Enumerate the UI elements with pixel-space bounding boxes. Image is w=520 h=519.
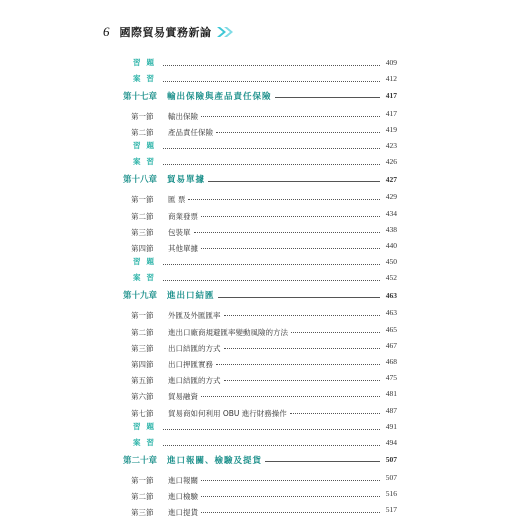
leader-dots [163, 81, 380, 82]
toc-section-entry[interactable] [0, 402, 397, 418]
section-title: 進口檢驗 [168, 492, 198, 502]
page-ref: 417 [385, 91, 397, 101]
section-heading [131, 500, 198, 519]
exercise-label: 案習 [133, 273, 160, 283]
toc-section-entry[interactable] [0, 337, 397, 353]
page-ref: 438 [385, 224, 397, 234]
toc-section-entry[interactable] [0, 469, 397, 485]
page-ref: 517 [385, 505, 397, 515]
section-heading [131, 120, 213, 139]
leader-dots [201, 512, 380, 513]
section-number: 第一節 [131, 195, 154, 205]
leader-dots [291, 332, 380, 333]
leader-dots [163, 280, 380, 281]
page-ref: 409 [385, 57, 397, 67]
exercise-label: 案習 [133, 157, 160, 167]
section-title: 輸出保險 [168, 111, 198, 121]
page-ref: 417 [385, 108, 397, 118]
leader-dots [216, 364, 380, 365]
leader-dots [208, 181, 380, 182]
page-ref: 516 [385, 489, 397, 499]
exercise-label: 習題 [133, 141, 160, 151]
section-number: 第七節 [131, 408, 154, 418]
page-ref: 468 [385, 356, 397, 366]
toc-exercise-entry[interactable] [0, 270, 397, 286]
section-title: 其他單據 [168, 243, 198, 253]
section-title: 進口報關 [168, 475, 198, 485]
exercise-label: 案習 [133, 437, 160, 447]
chapter-number: 第十九章 [123, 291, 158, 302]
page-number: 6 [103, 24, 110, 39]
chapter-heading [123, 173, 205, 185]
leader-dots [163, 65, 380, 66]
leader-dots [163, 164, 380, 165]
section-number: 第四節 [131, 243, 154, 253]
page-header [103, 22, 234, 42]
section-number: 第一節 [131, 111, 154, 121]
leader-dots [224, 315, 381, 316]
leader-dots [163, 264, 380, 265]
section-heading [131, 236, 198, 255]
toc-section-entry[interactable] [0, 237, 397, 253]
page-ref: 487 [385, 405, 397, 415]
leader-dots [194, 232, 381, 233]
page-ref: 426 [385, 157, 397, 167]
section-title: 進口結匯的方式 [168, 376, 221, 386]
book-title: 國際貿易實務新論 [119, 26, 212, 39]
page-ref: 434 [385, 208, 397, 218]
chapter-heading [123, 289, 215, 301]
section-title: 包裝單 [168, 227, 191, 237]
leader-dots [218, 297, 380, 298]
toc-section-entry[interactable] [0, 353, 397, 369]
section-title: 出口結匯的方式 [168, 343, 221, 353]
chapter-title: 進口報關、檢驗及提貨 [167, 455, 263, 466]
leader-dots [201, 216, 380, 217]
page-ref: 427 [385, 174, 397, 184]
leader-dots [216, 132, 380, 133]
toc-exercise-entry[interactable] [0, 70, 397, 86]
page-ref: 463 [385, 290, 397, 300]
toc-section-entry[interactable] [0, 321, 397, 337]
chapter-heading [123, 454, 262, 466]
toc-section-entry[interactable] [0, 221, 397, 237]
section-number: 第二節 [131, 127, 154, 137]
leader-dots [224, 380, 381, 381]
section-number: 第三節 [131, 227, 154, 237]
toc-section-entry[interactable] [0, 370, 397, 386]
section-number: 第二節 [131, 492, 154, 502]
page-ref: 419 [385, 124, 397, 134]
toc-exercise-entry[interactable] [0, 54, 397, 70]
section-number: 第二節 [131, 211, 154, 221]
leader-dots [290, 413, 380, 414]
section-heading [131, 401, 287, 420]
toc-section-entry[interactable] [0, 205, 397, 221]
section-number: 第三節 [131, 508, 154, 518]
page-ref: 465 [385, 324, 397, 334]
page-ref: 423 [385, 141, 397, 151]
section-number: 第二節 [131, 327, 154, 337]
leader-dots [201, 116, 380, 117]
section-number: 第三節 [131, 343, 154, 353]
toc-section-entry[interactable] [0, 305, 397, 321]
section-title: 貿易商如何利用 OBU 進行財務操作 [168, 408, 287, 418]
leader-dots [201, 248, 380, 249]
leader-dots [163, 445, 380, 446]
double-chevron-right-icon [216, 26, 234, 38]
section-title: 進口提貨 [168, 508, 198, 518]
leader-dots [201, 496, 380, 497]
exercise-label: 習題 [133, 57, 160, 67]
page-ref: 507 [385, 455, 397, 465]
leader-dots [201, 396, 380, 397]
leader-dots [265, 461, 380, 462]
leader-dots [163, 148, 380, 149]
leader-dots [201, 480, 380, 481]
leader-dots [224, 348, 381, 349]
toc-section-entry[interactable] [0, 386, 397, 402]
exercise-label: 習題 [133, 257, 160, 267]
section-title: 匯 票 [168, 195, 186, 205]
chapter-title: 進出口結匯 [167, 291, 215, 302]
page-ref: 507 [385, 472, 397, 482]
section-title: 進出口廠商規避匯率變動風險的方法 [168, 327, 288, 337]
toc-chapter-entry[interactable] [0, 452, 397, 468]
toc-exercise-entry[interactable] [0, 434, 397, 450]
toc-section-entry[interactable] [0, 189, 397, 205]
section-number: 第一節 [131, 475, 154, 485]
section-number: 第四節 [131, 359, 154, 369]
page-ref: 494 [385, 437, 397, 447]
leader-dots [188, 199, 380, 200]
section-number: 第六節 [131, 392, 154, 402]
page-ref: 475 [385, 373, 397, 383]
toc-exercise-entry[interactable] [0, 154, 397, 170]
section-number: 第五節 [131, 376, 154, 386]
leader-dots [163, 429, 380, 430]
chapter-number: 第十八章 [123, 175, 158, 186]
toc-section-entry[interactable] [0, 105, 397, 121]
section-title: 外匯及外匯匯率 [168, 311, 221, 321]
page-ref: 412 [385, 73, 397, 83]
page-ref: 491 [385, 421, 397, 431]
chapter-number: 第十七章 [123, 91, 158, 102]
page-ref: 440 [385, 240, 397, 250]
section-title: 貿易融資 [168, 392, 198, 402]
section-title: 出口押匯實務 [168, 359, 213, 369]
toc-chapter-entry[interactable] [0, 287, 397, 303]
toc-chapter-entry[interactable] [0, 171, 397, 187]
page-ref: 463 [385, 308, 397, 318]
page-ref: 452 [385, 273, 397, 283]
toc-exercise-entry[interactable] [0, 418, 397, 434]
chapter-heading [123, 90, 272, 102]
exercise-label: 案習 [133, 73, 160, 83]
section-title: 商業發票 [168, 211, 198, 221]
toc-exercise-entry[interactable] [0, 254, 397, 270]
page-ref: 467 [385, 340, 397, 350]
toc-chapter-entry[interactable] [0, 88, 397, 104]
section-title: 產品責任保險 [168, 127, 213, 137]
section-number: 第一節 [131, 311, 154, 321]
toc-section-entry[interactable] [0, 502, 397, 518]
page-ref: 429 [385, 192, 397, 202]
chapter-title: 貿易單據 [167, 175, 206, 186]
page-ref: 481 [385, 389, 397, 399]
chapter-number: 第二十章 [123, 455, 158, 466]
toc-exercise-entry[interactable] [0, 138, 397, 154]
chapter-title: 輸出保險與產品責任保險 [167, 91, 272, 102]
toc-section-entry[interactable] [0, 486, 397, 502]
page-ref: 450 [385, 257, 397, 267]
exercise-label: 習題 [133, 421, 160, 431]
toc-section-entry[interactable] [0, 121, 397, 137]
leader-dots [275, 97, 380, 98]
